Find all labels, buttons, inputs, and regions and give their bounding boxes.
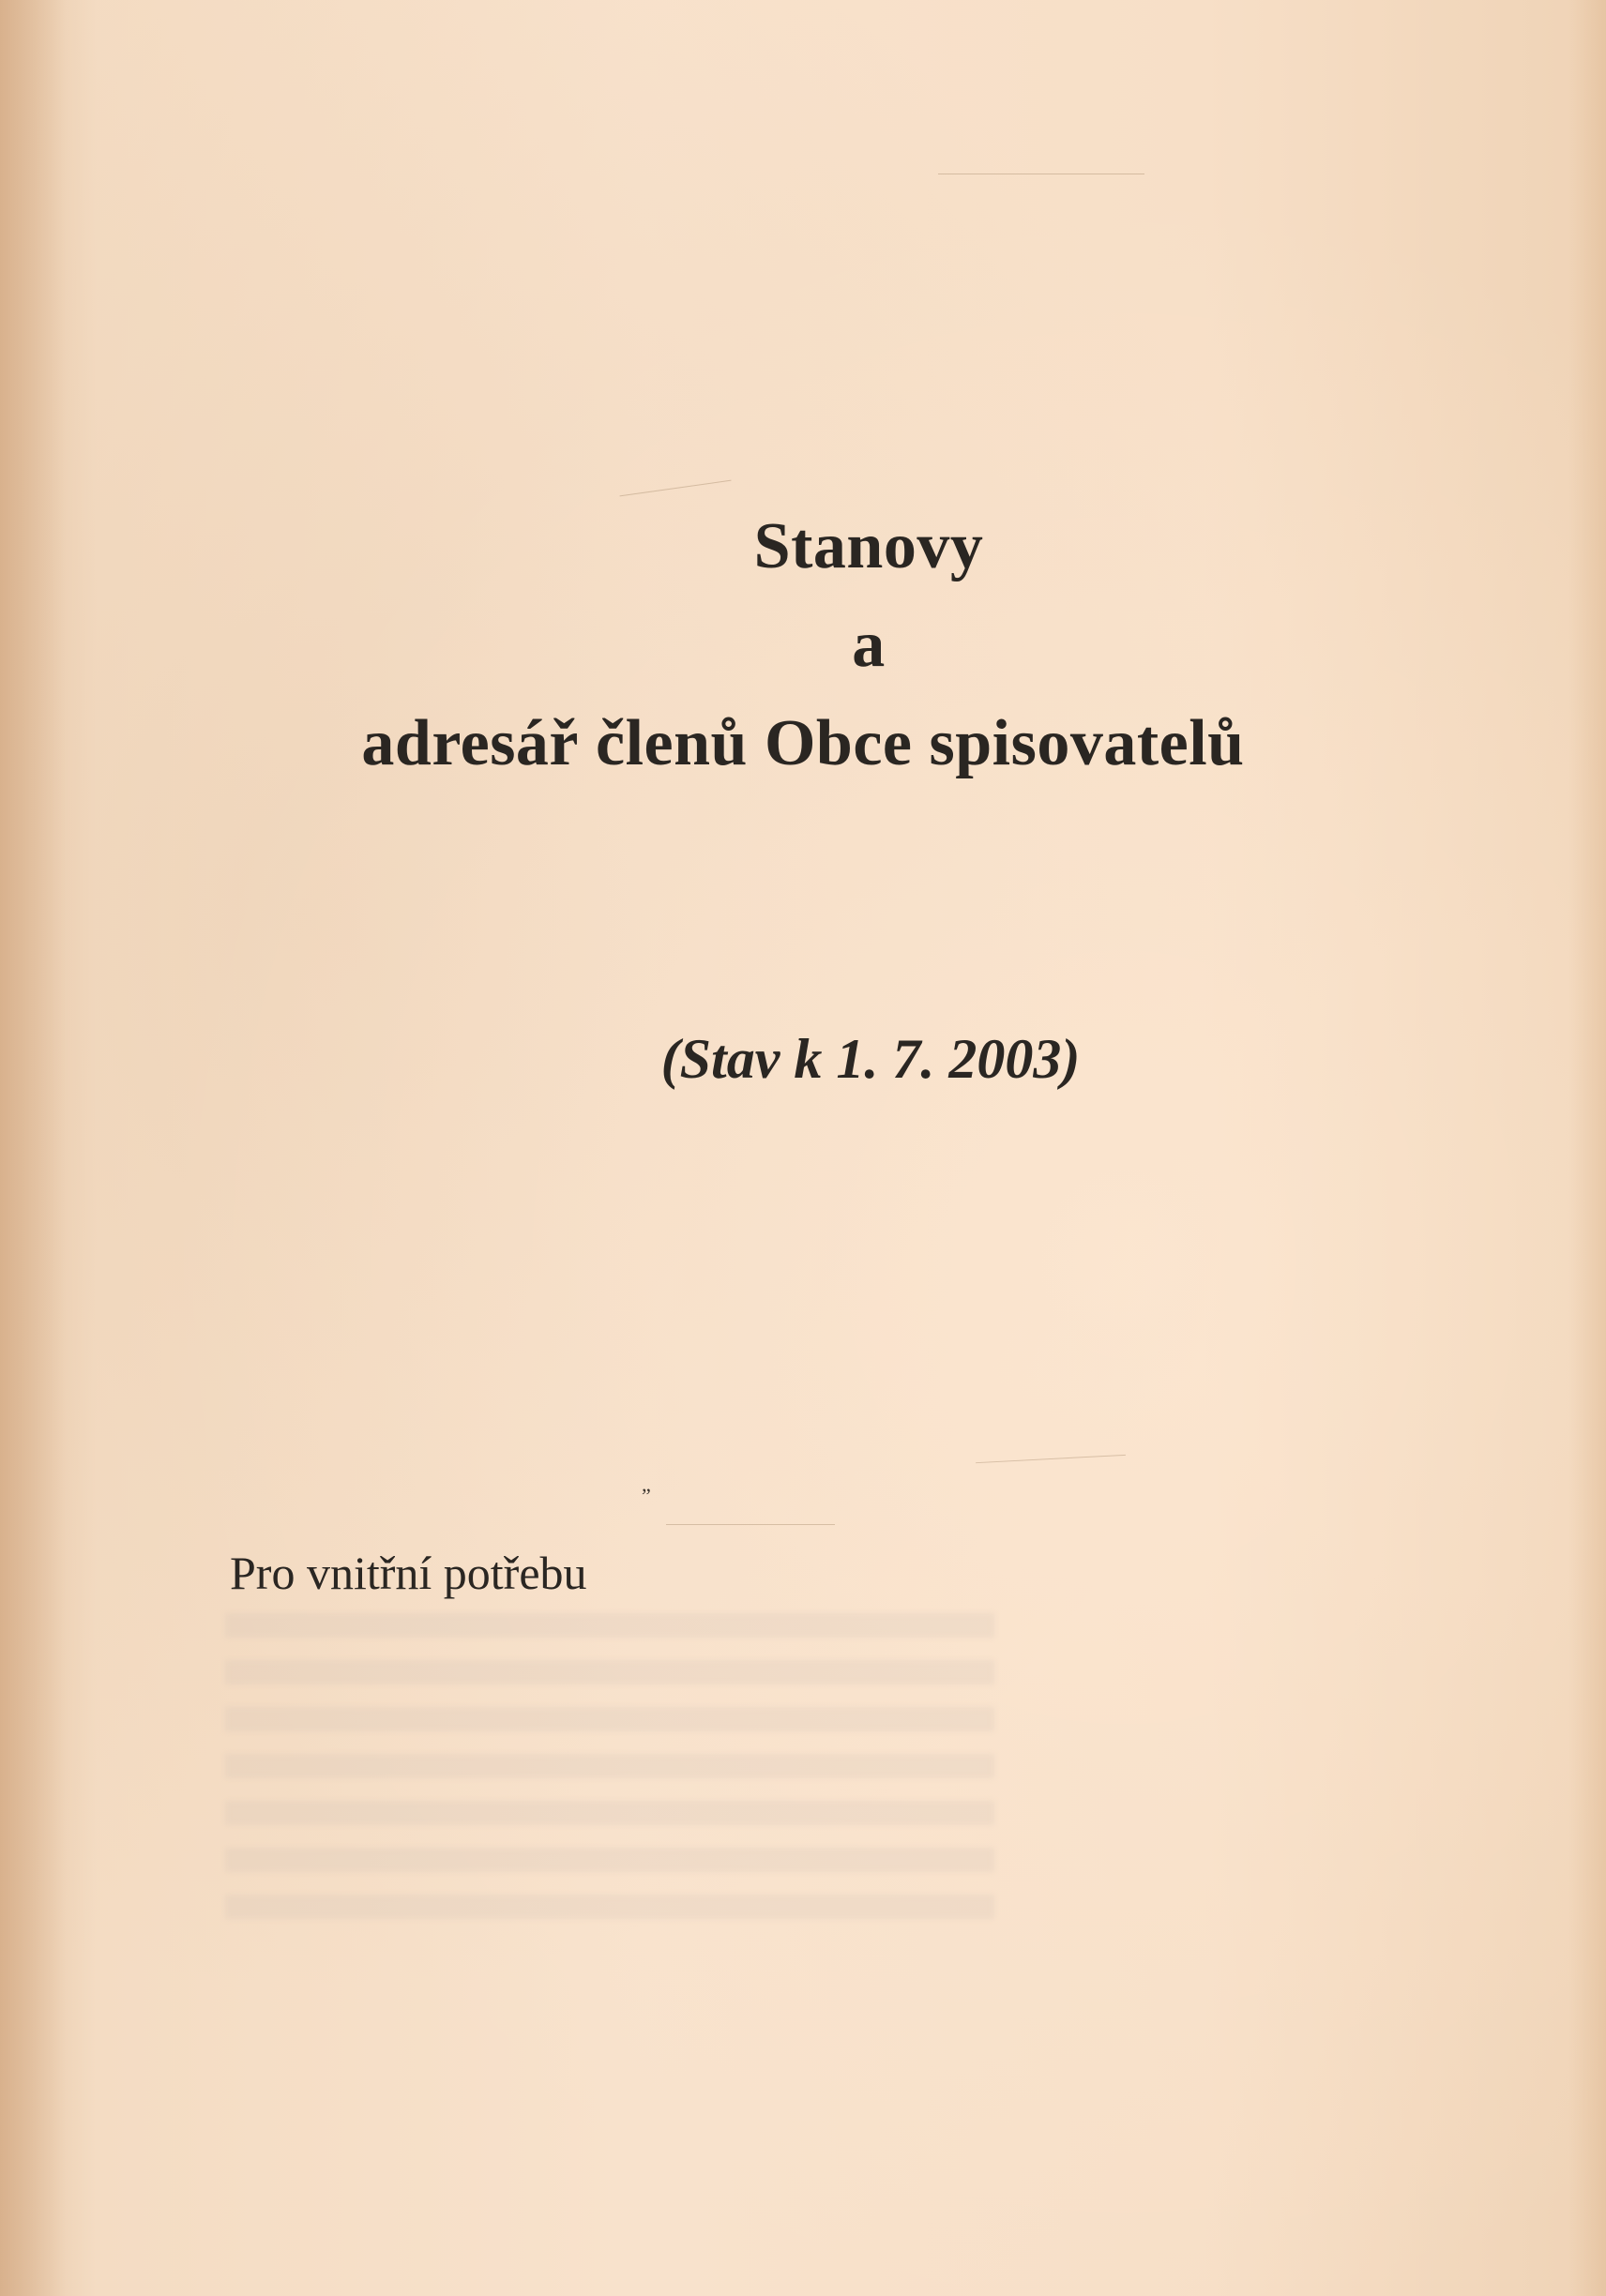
title-line-2: a [852, 609, 886, 681]
title-line-3: adresář členů Obce spisovatelů [361, 707, 1245, 779]
page-edge-shadow [0, 0, 66, 2296]
paper-crease [666, 1524, 835, 1525]
internal-use-note: Pro vnitřní potřebu [230, 1547, 587, 1599]
page-edge-shadow-right [1568, 0, 1606, 2296]
show-through-text [225, 1613, 994, 1923]
document-title [0, 497, 1606, 793]
paper-crease [976, 1455, 1126, 1463]
stray-mark: „ [642, 1473, 651, 1496]
status-date: (Stav k 1. 7. 2003) [660, 1028, 1081, 1090]
paper-crease [620, 480, 732, 497]
title-line-1: Stanovy [753, 510, 984, 582]
